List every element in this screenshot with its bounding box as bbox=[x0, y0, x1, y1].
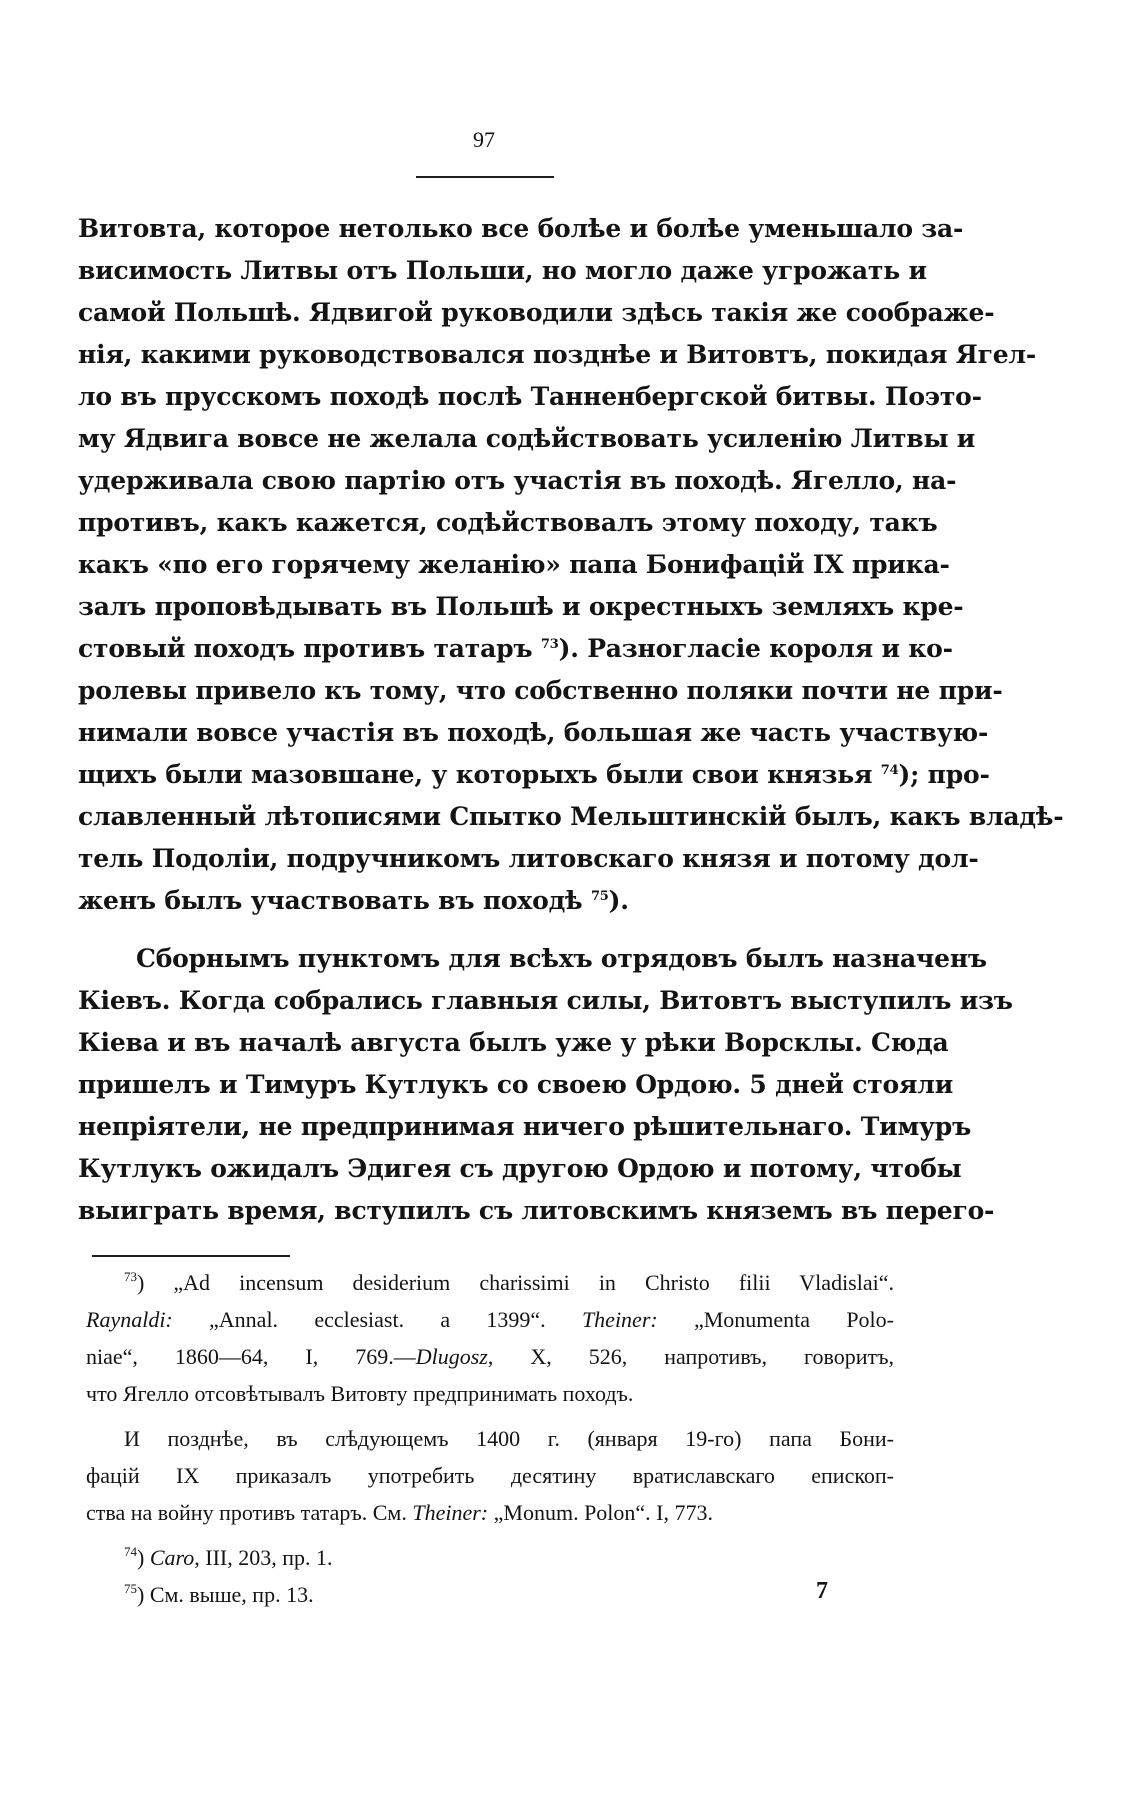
text-line bbox=[78, 880, 898, 922]
line-text: щихъ были мазовшане, у которыхъ были свои князья bbox=[78, 760, 873, 789]
text-line: противъ, какъ кажется, содѣйствовалъ этому походу, такъ bbox=[78, 508, 938, 537]
text-line: пришелъ и Тимуръ Кутлукъ со своею Ордою. 5 дней стояли bbox=[78, 1070, 954, 1099]
line-text: женъ былъ участвовать въ походѣ bbox=[78, 886, 583, 915]
footnote-marker-73: 73 bbox=[124, 1269, 137, 1284]
footnote-text: ) „Ad incensum desiderium charissimi in Christo filii Vladislai“. bbox=[137, 1270, 894, 1295]
text-line: какъ «по его горячему желанію» папа Бонифацій IX прика- bbox=[78, 550, 950, 579]
footnote-text: , X, 526, напротивъ, говоритъ, bbox=[487, 1344, 895, 1369]
author-name: Raynaldi: bbox=[86, 1307, 173, 1332]
footnote-text: „Annal. ecclesiast. a 1399“. bbox=[172, 1307, 582, 1332]
footnote-73-line bbox=[86, 1494, 894, 1531]
text-line bbox=[78, 754, 990, 796]
footnote-text: ) bbox=[137, 1545, 150, 1570]
text-line bbox=[78, 628, 953, 670]
text-line: нимали вовсе участія въ походѣ, большая же часть участвую- bbox=[78, 718, 989, 747]
text-line: ло въ прусскомъ походѣ послѣ Танненбергской битвы. Поэто- bbox=[78, 382, 982, 411]
header-rule bbox=[416, 176, 554, 178]
signature-mark: 7 bbox=[816, 1578, 828, 1604]
author-name: Theiner: bbox=[412, 1500, 489, 1525]
author-name: Caro bbox=[149, 1545, 195, 1570]
footnotes bbox=[86, 1264, 894, 1613]
footnote-74 bbox=[86, 1539, 894, 1576]
footnote-73-line: И позднѣе, въ слѣдующемъ 1400 г. (января 19-го) папа Бони- bbox=[124, 1426, 894, 1451]
author-name: Dlugosz bbox=[415, 1344, 488, 1369]
footnote-ref-75[interactable]: 75 bbox=[590, 889, 609, 904]
text-line: ролевы привело къ тому, что собственно поляки почти не при- bbox=[78, 676, 1003, 705]
footnote-75 bbox=[86, 1576, 894, 1613]
footnote-ref-73[interactable]: 73 bbox=[540, 637, 559, 652]
line-text: ); про- bbox=[898, 760, 990, 789]
footnote-text: „Monum. Polon“. I, 773. bbox=[488, 1500, 714, 1525]
paragraph-1 bbox=[78, 208, 1064, 922]
footnote-ref-74[interactable]: 74 bbox=[880, 763, 899, 778]
footnote-text: niae“, 1860—64, I, 769.— bbox=[86, 1344, 416, 1369]
footnote-text: „Monumenta Polo- bbox=[657, 1307, 894, 1332]
footnote-73-line: фацій IX приказалъ употребить десятину вратиславскаго епископ- bbox=[86, 1463, 894, 1488]
text-line: висимость Литвы отъ Польши, но могло даже угрожать и bbox=[78, 256, 927, 285]
footnote-text: , III, 203, пр. 1. bbox=[194, 1545, 333, 1570]
text-line: Кутлукъ ожидалъ Эдигея съ другою Ордою и потому, чтобы bbox=[78, 1154, 962, 1183]
text-line: му Ядвига вовсе не желала содѣйствовать усиленію Литвы и bbox=[78, 424, 976, 453]
footnote-rule bbox=[92, 1255, 290, 1257]
page-number: 97 bbox=[473, 127, 495, 152]
paragraph-2 bbox=[78, 938, 1013, 1232]
footnote-73-line bbox=[86, 1338, 894, 1375]
text-line: непріятели, не предпринимая ничего рѣшительнаго. Тимуръ bbox=[78, 1112, 972, 1141]
footnote-73-line bbox=[86, 1264, 894, 1301]
text-line: выиграть время, вступилъ съ литовскимъ княземъ въ перего- bbox=[78, 1196, 995, 1225]
text-line: Витовта, которое нетолько все болѣе и болѣе уменьшало за- bbox=[78, 214, 964, 243]
footnote-73-line bbox=[86, 1301, 894, 1338]
text-line: тель Подоліи, подручникомъ литовскаго князя и потому дол- bbox=[78, 844, 979, 873]
text-line: Кіева и въ началѣ августа былъ уже у рѣки Ворсклы. Сюда bbox=[78, 1028, 949, 1057]
footnote-text: ) См. выше, пр. 13. bbox=[137, 1582, 314, 1607]
text-line: Кіевъ. Когда собрались главныя силы, Витовтъ выступилъ изъ bbox=[78, 986, 1013, 1015]
footnote-73-line: что Ягелло отсовѣтывалъ Витовту предпринимать походъ. bbox=[86, 1381, 634, 1406]
text-line: самой Польшѣ. Ядвигой руководили здѣсь такія же соображе- bbox=[78, 298, 995, 327]
text-line: нія, какими руководствовался позднѣе и Витовтъ, покидая Ягел- bbox=[78, 340, 1037, 369]
text-line: удерживала свою партію отъ участія въ походѣ. Ягелло, на- bbox=[78, 466, 957, 495]
line-text: ). Разногласіе короля и ко- bbox=[558, 634, 953, 663]
author-name: Theiner: bbox=[581, 1307, 658, 1332]
text-line: славленный лѣтописями Спытко Мельштинскій былъ, какъ владѣ- bbox=[78, 802, 1064, 831]
line-text: ). bbox=[608, 886, 629, 915]
footnote-text: ства на войну противъ татаръ. См. bbox=[86, 1500, 413, 1525]
footnote-marker-74: 74 bbox=[124, 1544, 137, 1559]
text-line: Сборнымъ пунктомъ для всѣхъ отрядовъ былъ назначенъ bbox=[136, 944, 987, 973]
text-line: залъ проповѣдывать въ Польшѣ и окрестныхъ земляхъ кре- bbox=[78, 592, 964, 621]
footnote-marker-75: 75 bbox=[124, 1581, 137, 1596]
line-text: стовый походъ противъ татаръ bbox=[78, 634, 533, 663]
